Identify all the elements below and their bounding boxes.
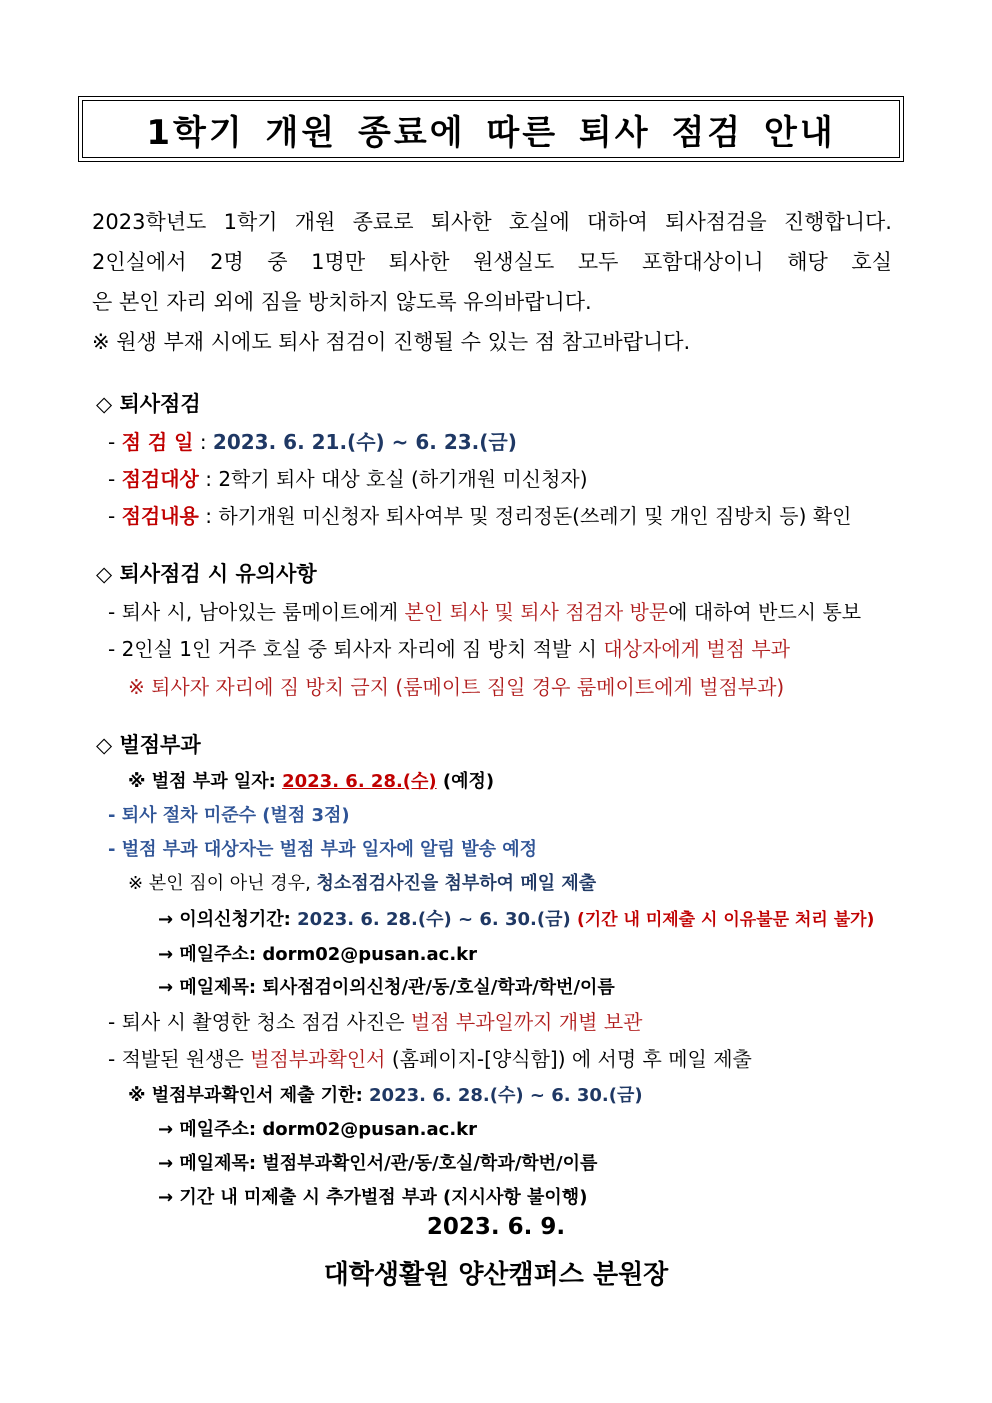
penalty-item: - 퇴사 절차 미준수 (벌점 3점) (108, 805, 350, 826)
penalty-heading: ◇ 벌점부과 (96, 733, 201, 757)
deadline-row: ※ 벌점부과확인서 제출 기한: 2023. 6. 28.(수) ~ 6. 30.(금) (128, 1085, 643, 1106)
intro-line: 은 본인 자리 외에 짐을 방치하지 않도록 유의바랍니다. (92, 290, 592, 314)
inspection-target-value: 2학기 퇴사 대상 호실 (하기개원 미신청자) (218, 467, 588, 491)
signature: 대학생활원 양산캠퍼스 분원장 (323, 1260, 669, 1290)
photo-keep-row: - 퇴사 시 촬영한 청소 점검 사진은 벌점 부과일까지 개별 보관 (108, 1010, 643, 1034)
title-box (78, 96, 904, 162)
inspection-heading: ◇ 퇴사점검 (96, 392, 201, 416)
intro-line: 2인실에서 2명 중 1명만 퇴사한 원생실도 모두 포함대상이니 해당 호실 (92, 250, 892, 274)
intro-paragraph (92, 202, 892, 362)
inspection-content-label: 점검내용 (121, 504, 199, 528)
email-address: → 메일주소: dorm02@pusan.ac.kr (158, 1119, 478, 1140)
penalty-note: ※ 본인 짐이 아닌 경우, 청소점검사진을 첨부하여 메일 제출 (128, 873, 597, 894)
page-title: 1학기 개원 종료에 따른 퇴사 점검 안내 (82, 100, 900, 158)
penalty-item: - 벌점 부과 대상자는 벌점 부과 일자에 알림 발송 예정 (108, 839, 538, 860)
inspection-date-value: 2023. 6. 21.(수) ~ 6. 23.(금) (212, 430, 517, 454)
notes-heading: ◇ 퇴사점검 시 유의사항 (96, 562, 317, 586)
notes-item: - 퇴사 시, 남아있는 룸메이트에게 본인 퇴사 및 퇴사 점검자 방문에 대하여 반드시 통보 (108, 600, 862, 624)
intro-line: 2023학년도 1학기 개원 종료로 퇴사한 호실에 대하여 퇴사점검을 진행합니다. (92, 210, 892, 234)
email-subject: → 메일제목: 벌점부과확인서/관/동/호실/학과/학번/이름 (158, 1153, 598, 1174)
penalty-date-row: ※ 벌점 부과 일자: 2023. 6. 28.(수) (예정) (128, 771, 495, 792)
penalty-date-value: 2023. 6. 28.(수) (282, 771, 437, 792)
inspection-content-row: - 점검내용 : 하기개원 미신청자 퇴사여부 및 정리정돈(쓰레기 및 개인 짐방치 등) 확인 (108, 504, 852, 528)
notes-item: - 2인실 1인 거주 호실 중 퇴사자 자리에 짐 방치 적발 시 대상자에게 벌점 부과 (108, 637, 790, 661)
inspection-target-row: - 점검대상 : 2학기 퇴사 대상 호실 (하기개원 미신청자) (108, 467, 588, 491)
inspection-date-row: - 점 검 일 : 2023. 6. 21.(수) ~ 6. 23.(금) (108, 430, 517, 454)
notes-warning: ※ 퇴사자 자리에 짐 방치 금지 (룸메이트 짐일 경우 룸메이트에게 벌점부과) (128, 675, 785, 699)
issue-date: 2023. 6. 9. (426, 1214, 566, 1240)
inspection-content-value: 하기개원 미신청자 퇴사여부 및 정리정돈(쓰레기 및 개인 짐방치 등) 확인 (218, 504, 852, 528)
inspection-target-label: 점검대상 (121, 467, 199, 491)
objection-period-row: → 이의신청기간: 2023. 6. 28.(수) ~ 6. 30.(금) (기간 내 미제출 시 이유불문 처리 불가) (158, 909, 875, 930)
caught-row: - 적발된 원생은 벌점부과확인서 (홈페이지-[양식함]) 에 서명 후 메일 제출 (108, 1047, 752, 1071)
inspection-date-label: 점 검 일 (121, 430, 194, 454)
late-penalty-note: → 기간 내 미제출 시 추가벌점 부과 (지시사항 불이행) (158, 1187, 588, 1208)
intro-line: ※ 원생 부재 시에도 퇴사 점검이 진행될 수 있는 점 참고바랍니다. (92, 330, 691, 354)
email-address: → 메일주소: dorm02@pusan.ac.kr (158, 944, 478, 965)
email-subject: → 메일제목: 퇴사점검이의신청/관/동/호실/학과/학번/이름 (158, 977, 615, 998)
